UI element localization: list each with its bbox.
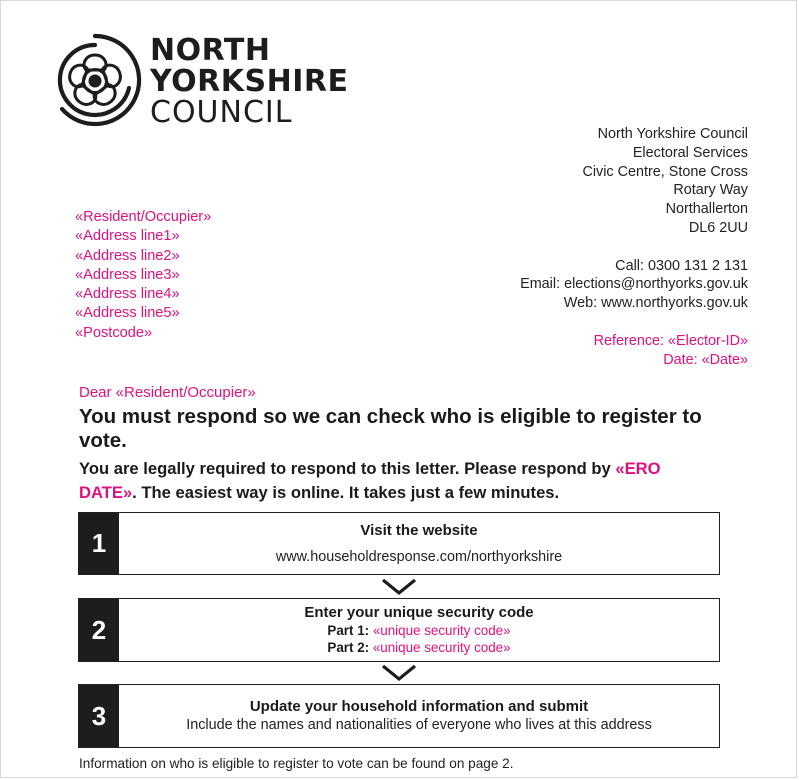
eligibility-footnote: Information on who is eligible to register to vote can be found on page 2.	[79, 756, 514, 771]
sender-web: Web: www.northyorks.gov.uk	[563, 295, 748, 312]
step-number: 2	[79, 599, 119, 661]
sender-line: Northallerton	[665, 201, 748, 218]
part-label: Part 1:	[327, 623, 370, 638]
step-visit-website	[78, 512, 720, 575]
security-code-part-1	[327, 622, 510, 639]
step-title: Enter your unique security code	[304, 604, 534, 621]
letter-subline	[79, 457, 719, 505]
step-number: 3	[79, 685, 119, 747]
sender-line: Electoral Services	[632, 144, 748, 161]
part-value: «unique security code»	[372, 623, 511, 638]
logo-line-yorkshire: YORKSHIRE	[150, 64, 349, 99]
sender-phone: Call: 0300 131 2 131	[615, 257, 748, 274]
recipient-line: «Address line5»	[75, 305, 180, 322]
yorkshire-rose-icon	[47, 32, 143, 128]
salutation: Dear «Resident/Occupier»	[79, 384, 256, 401]
date-field: Date: «Date»	[663, 351, 748, 368]
letter-headline: You must respond so we can check who is eligible to register to vote.	[79, 405, 702, 452]
sender-line: Civic Centre, Stone Cross	[582, 163, 748, 180]
recipient-line: «Address line1»	[75, 228, 180, 245]
council-logo	[47, 32, 347, 132]
sender-line: DL6 2UU	[688, 219, 748, 236]
logo-line-north: NORTH	[150, 33, 271, 68]
recipient-postcode: «Postcode»	[75, 324, 153, 341]
step-update-household	[78, 684, 720, 748]
sender-address	[520, 125, 748, 369]
website-link[interactable]: www.householdresponse.com/northyorkshire	[275, 548, 563, 565]
step-body	[119, 513, 719, 574]
logo-line-council: COUNCIL	[150, 95, 293, 130]
step-security-code	[78, 598, 720, 662]
subline-end: . The easiest way is online. It takes just a few minutes.	[132, 483, 560, 502]
step-description: Include the names and nationalities of everyone who lives at this address	[186, 717, 652, 733]
chevron-down-icon	[381, 578, 417, 596]
reference-field: Reference: «Elector-ID»	[593, 332, 748, 349]
part-label: Part 2:	[327, 640, 370, 655]
recipient-address	[75, 208, 211, 343]
spacer	[520, 313, 748, 332]
council-wordmark	[150, 35, 348, 128]
recipient-line: «Address line4»	[75, 286, 180, 303]
step-title: Visit the website	[360, 521, 478, 539]
sender-line: Rotary Way	[673, 182, 748, 199]
step-title: Update your household information and submit	[249, 698, 589, 715]
step-body	[119, 685, 719, 747]
spacer	[520, 238, 748, 257]
security-code-part-2	[327, 639, 510, 656]
recipient-line: «Address line2»	[75, 247, 180, 264]
part-value: «unique security code»	[372, 640, 511, 655]
step-number: 1	[79, 513, 119, 574]
sender-email: Email: elections@northyorks.gov.uk	[520, 276, 748, 293]
recipient-line: «Address line3»	[75, 266, 180, 283]
chevron-down-icon	[381, 664, 417, 682]
step-body	[119, 599, 719, 661]
sender-line: North Yorkshire Council	[597, 126, 748, 142]
subline-start: You are legally required to respond to this letter. Please respond by	[79, 459, 611, 478]
recipient-line: «Resident/Occupier»	[75, 209, 212, 225]
response-deadline: «ERO DATE»	[79, 459, 661, 502]
